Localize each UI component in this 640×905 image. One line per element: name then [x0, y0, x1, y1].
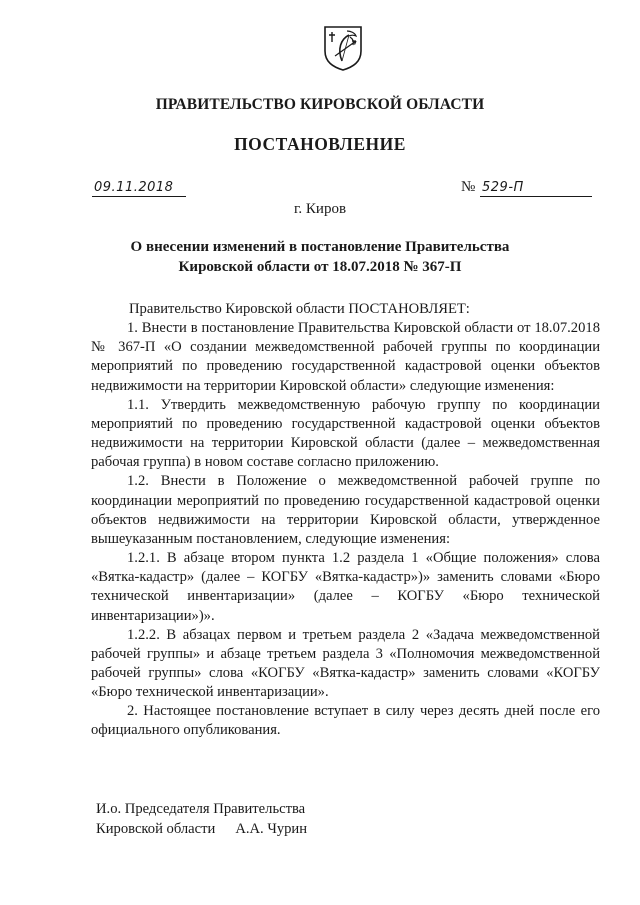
city: г. Киров	[293, 201, 347, 217]
subject-line-2: Кировской области от 18.07.2018 № 367-П	[178, 259, 462, 275]
signature-block	[96, 800, 307, 839]
paragraph-1-1: 1.1. Утвердить межведомственную рабочую группу по координации мероприятий по проведению государственной кадастровой оценки объектов недвижимости на территории Кировской области (далее – межведомственная рабочая группа) в новом составе согласно приложению.	[91, 396, 600, 471]
document-body	[91, 300, 600, 741]
signatory-position-line-2	[96, 820, 307, 840]
subject-line-1: О внесении изменений в постановление Правительства	[130, 239, 510, 255]
document-date: 09.11.2018	[92, 180, 186, 197]
paragraph-1: 1. Внести в постановление Правительства Кировской области от 18.07.2018 № 367-П «О создании межведомственной рабочей группы по координации мероприятий по проведению государственной кадастровой оценки объектов недвижимости на территории Кировской области» следующие изменения:	[91, 320, 600, 394]
signatory-position-line-1: И.о. Председателя Правительства	[96, 801, 306, 817]
document-type-title: ПОСТАНОВЛЕНИЕ	[234, 134, 406, 154]
government-title: ПРАВИТЕЛЬСТВО КИРОВСКОЙ ОБЛАСТИ	[155, 96, 485, 113]
signatory-region: Кировской области	[96, 820, 216, 837]
document-number-label: №	[461, 179, 476, 195]
paragraph-1-2-2: 1.2.2. В абзацах первом и третьем раздела 2 «Задача межведомственной рабочей группы» и абзаце третьем раздела 3 «Полномочия межведомственной рабочей группы» слова «КОГБУ «Вятка-кадастр» заменить словами «КОГБУ «Бюро технической инвентаризации».	[91, 626, 600, 701]
paragraph-1-2: 1.2. Внести в Положение о межведомственной рабочей группе по координации мероприятий по проведению государственной кадастровой оценки объектов недвижимости на территории Кировской области, утвержденное вышеуказанным постановлением, следующие изменения:	[91, 473, 600, 547]
paragraph-2: 2. Настоящее постановление вступает в силу через десять дней после его официального опубликования.	[91, 703, 600, 739]
signatory-name: А.А. Чурин	[235, 820, 308, 837]
kirov-region-coat-of-arms-icon	[323, 25, 363, 71]
paragraph-1-2-1: 1.2.1. В абзаце втором пункта 1.2 раздела 1 «Общие положения» слова «Вятка-кадастр» (далее – КОГБУ «Вятка-кадастр»)» заменить словами «Бюро технической инвентаризации» (далее – КОГБУ «Бюро технической инвентаризации»)».	[91, 550, 600, 624]
document-number: 529-П	[480, 180, 592, 197]
preamble-paragraph: Правительство Кировской области ПОСТАНОВЛЯЕТ:	[129, 301, 470, 317]
document-subject	[0, 237, 640, 277]
